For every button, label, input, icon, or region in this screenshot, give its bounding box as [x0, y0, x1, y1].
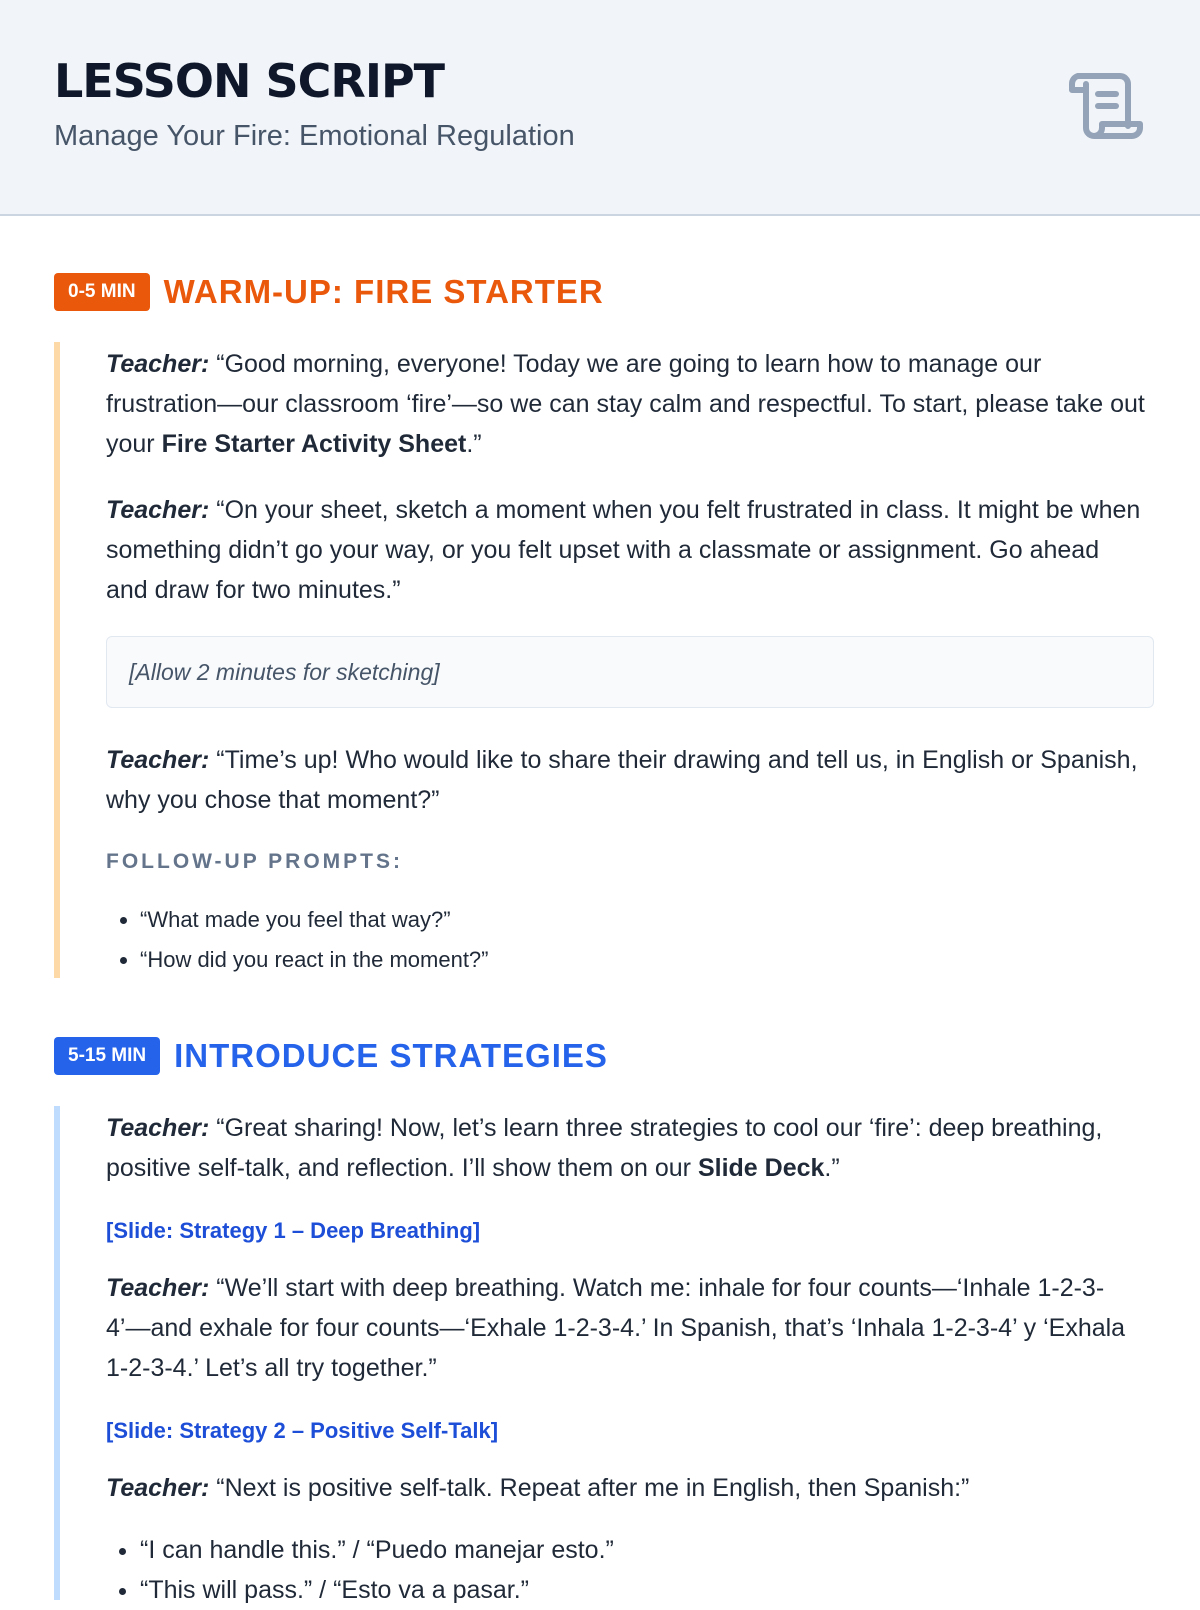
page-header — [0, 0, 1200, 216]
warmup-script-block — [54, 342, 1148, 978]
warmup-teacher-line-1: Teacher: “Good morning, everyone! Today we are going to learn how to manage our frustration—our classroom ‘fire’—so we can stay calm and respectful. To start, please take out your Fire Starter Activity Sheet.” — [106, 350, 1145, 458]
stage-direction-note: [Allow 2 minutes for sketching] — [106, 636, 1154, 708]
warmup-teacher-line-3: Teacher: “Time’s up! Who would like to share their drawing and tell us, in English or Spanish, why you chose that moment?” — [106, 746, 1138, 814]
speaker-label: Teacher: — [106, 350, 210, 378]
warmup-section-header — [54, 272, 604, 312]
strategies-time-badge: 5-15 MIN — [54, 1037, 160, 1075]
speaker-label: Teacher: — [106, 746, 210, 774]
follow-up-prompts-list — [106, 900, 1140, 980]
scroll-icon — [1068, 70, 1144, 147]
slide-deck-name: Slide Deck — [697, 1154, 825, 1182]
strategies-teacher-line-2: Teacher: “We’ll start with deep breathing. Watch me: inhale for four counts—‘Inhale 1-2-3-4’—and exhale for four counts—‘Exhale 1-2-3-4.’ In Spanish, that’s ‘Inhala 1-2-3-4’ y ‘Exhala 1-2-3-4.’ Let’s all try together.” — [106, 1274, 1126, 1382]
strategies-section-header — [54, 1036, 608, 1076]
page-title: LESSON SCRIPT — [54, 54, 445, 108]
speaker-label: Teacher: — [106, 496, 210, 524]
strategies-script-block — [54, 1106, 1148, 1604]
slide-cue-strategy-1: [Slide: Strategy 1 – Deep Breathing] — [106, 1218, 481, 1243]
list-item: • “How did you react in the moment?” — [140, 940, 1140, 980]
warmup-section-title: WARM-UP: FIRE STARTER — [163, 273, 604, 310]
warmup-time-badge: 0-5 MIN — [54, 273, 150, 311]
strategies-teacher-line-3: Teacher: “Next is positive self-talk. Repeat after me in English, then Spanish:” — [106, 1474, 970, 1502]
warmup-teacher-line-2: Teacher: “On your sheet, sketch a moment when you felt frustrated in class. It might be when something didn’t go your way, or you felt upset with a classmate or assignment. Go ahead and draw for two minutes.” — [106, 496, 1141, 604]
follow-up-prompts-label: FOLLOW-UP PROMPTS: — [106, 850, 404, 873]
speaker-label: Teacher: — [106, 1274, 210, 1302]
page-subtitle: Manage Your Fire: Emotional Regulation — [54, 120, 575, 152]
strategies-teacher-line-1: Teacher: “Great sharing! Now, let’s learn three strategies to cool our ‘fire’: deep breathing, positive self-talk, and reflection. I’ll show them on our Slide Deck.” — [106, 1114, 1103, 1182]
strategies-section-title: INTRODUCE STRATEGIES — [174, 1037, 608, 1074]
speaker-label: Teacher: — [106, 1474, 210, 1502]
self-talk-phrases-list — [106, 1530, 1140, 1610]
list-item: • “This will pass.” / “Esto va a pasar.” — [140, 1570, 1140, 1610]
slide-cue-strategy-2: [Slide: Strategy 2 – Positive Self-Talk] — [106, 1418, 499, 1443]
activity-sheet-name: Fire Starter Activity Sheet — [161, 430, 467, 458]
speaker-label: Teacher: — [106, 1114, 210, 1142]
list-item: • “I can handle this.” / “Puedo manejar esto.” — [140, 1530, 1140, 1570]
list-item: • “What made you feel that way?” — [140, 900, 1140, 940]
